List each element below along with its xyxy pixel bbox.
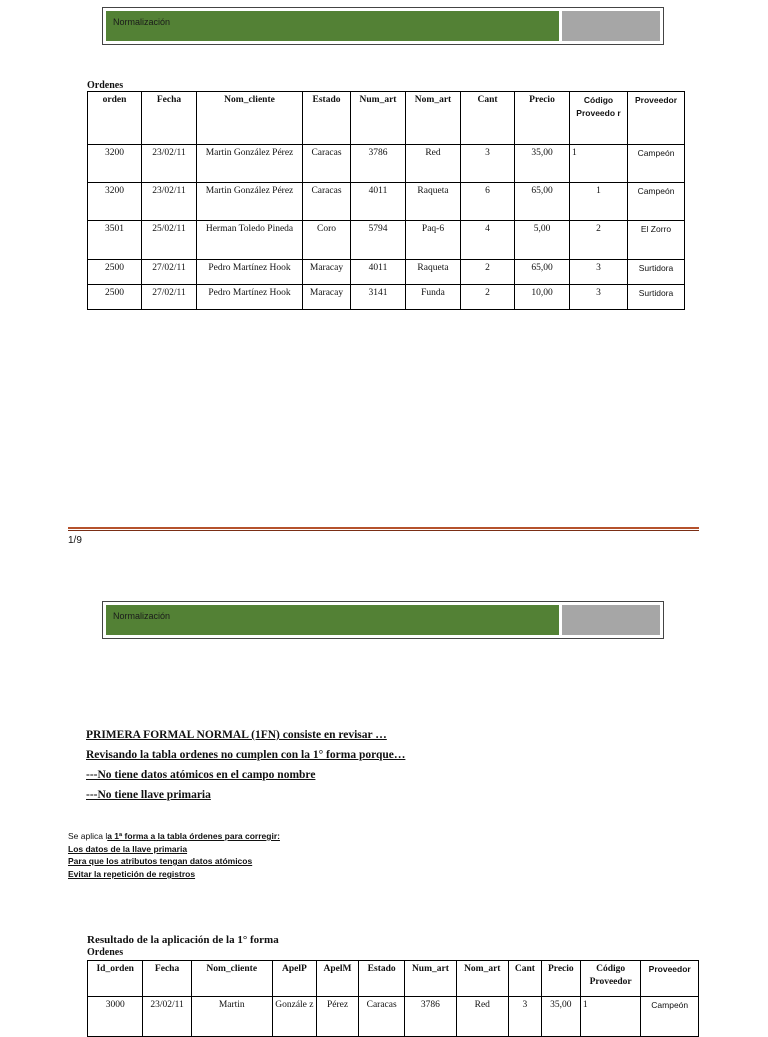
table-cell: Pedro Martínez Hook (197, 285, 303, 310)
table-cell: 3200 (88, 145, 142, 183)
col-header: Cant (508, 961, 541, 997)
table-cell: 27/02/11 (142, 260, 197, 285)
table-cell: Raqueta (406, 260, 461, 285)
table-row (88, 183, 685, 221)
table-cell: Caracas (359, 997, 405, 1037)
header-title: Normalización (113, 17, 171, 27)
col-header: Código Proveedor (580, 961, 641, 997)
col-header: Id_orden (88, 961, 143, 997)
table-row (88, 145, 685, 183)
col-header: Código Proveedo r (570, 92, 628, 145)
table-cell: Campeón (628, 145, 685, 183)
orders-table (87, 91, 685, 310)
table-cell: Surtidora (628, 285, 685, 310)
col-header: Proveedor (641, 961, 699, 997)
table-cell: 35,00 (541, 997, 580, 1037)
table-cell: 3141 (351, 285, 406, 310)
table-caption: Ordenes (87, 947, 124, 958)
col-header: Precio (541, 961, 580, 997)
table-row (88, 260, 685, 285)
table-cell: 3 (570, 260, 628, 285)
table-header-row (88, 961, 699, 997)
table-cell: 2 (461, 285, 515, 310)
table-cell: Coro (303, 221, 351, 260)
table-cell: 65,00 (515, 260, 570, 285)
table-cell: 3786 (351, 145, 406, 183)
header-banner (102, 601, 664, 639)
col-header: orden (88, 92, 142, 145)
table-row (88, 997, 699, 1037)
page-number: 1/9 (68, 535, 82, 546)
col-header: Estado (303, 92, 351, 145)
col-header: Nom_art (456, 961, 508, 997)
table-cell: Maracay (303, 285, 351, 310)
table-cell: Paq-6 (406, 221, 461, 260)
col-header: Cant (461, 92, 515, 145)
table-cell: 2500 (88, 260, 142, 285)
heading-line: ---No tiene datos atómicos en el campo nombre (86, 769, 316, 781)
table-caption: Ordenes (87, 80, 124, 91)
col-header: Proveedor (628, 92, 685, 145)
table-cell: 3 (508, 997, 541, 1037)
table-cell: 2 (461, 260, 515, 285)
table-cell: 25/02/11 (142, 221, 197, 260)
col-header: Fecha (142, 92, 197, 145)
table-cell: 1 (570, 183, 628, 221)
header-banner (102, 7, 664, 45)
table-cell: Gonzále z (272, 997, 316, 1037)
table-cell: 3501 (88, 221, 142, 260)
table-cell: 5794 (351, 221, 406, 260)
table-cell: 3 (570, 285, 628, 310)
table-cell: 4011 (351, 183, 406, 221)
table-cell: Martin González Pérez (197, 183, 303, 221)
table-cell: 23/02/11 (143, 997, 191, 1037)
bullet-item (68, 856, 252, 866)
col-header: Nom_cliente (191, 961, 272, 997)
table-cell: 35,00 (515, 145, 570, 183)
table-row (88, 285, 685, 310)
bullet-item (68, 844, 187, 854)
table-cell: 27/02/11 (142, 285, 197, 310)
bullet-text: Los datos de la llave primaria (68, 844, 188, 854)
table-cell: 10,00 (515, 285, 570, 310)
table-cell: 6 (461, 183, 515, 221)
note-line (68, 831, 280, 841)
col-header: ApelM (316, 961, 358, 997)
table-cell: 65,00 (515, 183, 570, 221)
note-prefix: Se aplica l (68, 831, 108, 841)
result-table (87, 960, 699, 1037)
table-cell: Red (456, 997, 508, 1037)
table-header-row (88, 92, 685, 145)
col-header: Estado (359, 961, 405, 997)
table-cell: 3000 (88, 997, 143, 1037)
col-header: Fecha (143, 961, 191, 997)
table-cell: 3200 (88, 183, 142, 221)
table-cell: Pedro Martínez Hook (197, 260, 303, 285)
table-cell: 5,00 (515, 221, 570, 260)
heading-line: Revisando la tabla ordenes no cumplen con la 1° forma porque… (86, 749, 406, 761)
table-cell: 4011 (351, 260, 406, 285)
col-header: Num_art (351, 92, 406, 145)
table-cell: 23/02/11 (142, 145, 197, 183)
table-cell: Caracas (303, 145, 351, 183)
table-cell: Herman Toledo Pineda (197, 221, 303, 260)
bullet-text: Para que los atributos tengan datos atómicos (68, 856, 253, 866)
table-cell: Pérez (316, 997, 358, 1037)
page-divider (68, 527, 699, 532)
table-cell: 2500 (88, 285, 142, 310)
table-cell: Martin González Pérez (197, 145, 303, 183)
table-cell: Red (406, 145, 461, 183)
result-title: Resultado de la aplicación de la 1° forma (87, 934, 279, 946)
table-cell: Maracay (303, 260, 351, 285)
table-cell: Caracas (303, 183, 351, 221)
table-cell: Campeón (641, 997, 699, 1037)
col-header: Precio (515, 92, 570, 145)
table-cell: 23/02/11 (142, 183, 197, 221)
table-cell: El Zorro (628, 221, 685, 260)
table-row (88, 221, 685, 260)
col-header: Nom_cliente (197, 92, 303, 145)
table-cell: 3786 (405, 997, 456, 1037)
table-cell: Funda (406, 285, 461, 310)
col-header: Nom_art (406, 92, 461, 145)
heading-line: ---No tiene llave primaria (86, 789, 211, 801)
table-cell: Surtidora (628, 260, 685, 285)
banner-green-bar (106, 605, 559, 635)
col-header: ApelP (272, 961, 316, 997)
table-cell: Raqueta (406, 183, 461, 221)
banner-green-bar (106, 11, 559, 41)
banner-gray-bar (562, 11, 660, 41)
banner-gray-bar (562, 605, 660, 635)
table-cell: Campeón (628, 183, 685, 221)
col-header: Num_art (405, 961, 456, 997)
table-cell: 2 (570, 221, 628, 260)
heading-line: PRIMERA FORMAL NORMAL (1FN) consiste en revisar … (86, 729, 387, 741)
header-title: Normalización (113, 611, 171, 621)
table-cell: 4 (461, 221, 515, 260)
table-cell: 1 (580, 997, 641, 1037)
table-cell: 3 (461, 145, 515, 183)
table-cell: 1 (570, 145, 628, 183)
note-underlined: a 1ª forma a la tabla órdenes para corregir: (107, 831, 280, 841)
bullet-text: Evitar la repetición de registros (68, 869, 196, 879)
table-cell: Martin (191, 997, 272, 1037)
bullet-item (68, 869, 195, 879)
